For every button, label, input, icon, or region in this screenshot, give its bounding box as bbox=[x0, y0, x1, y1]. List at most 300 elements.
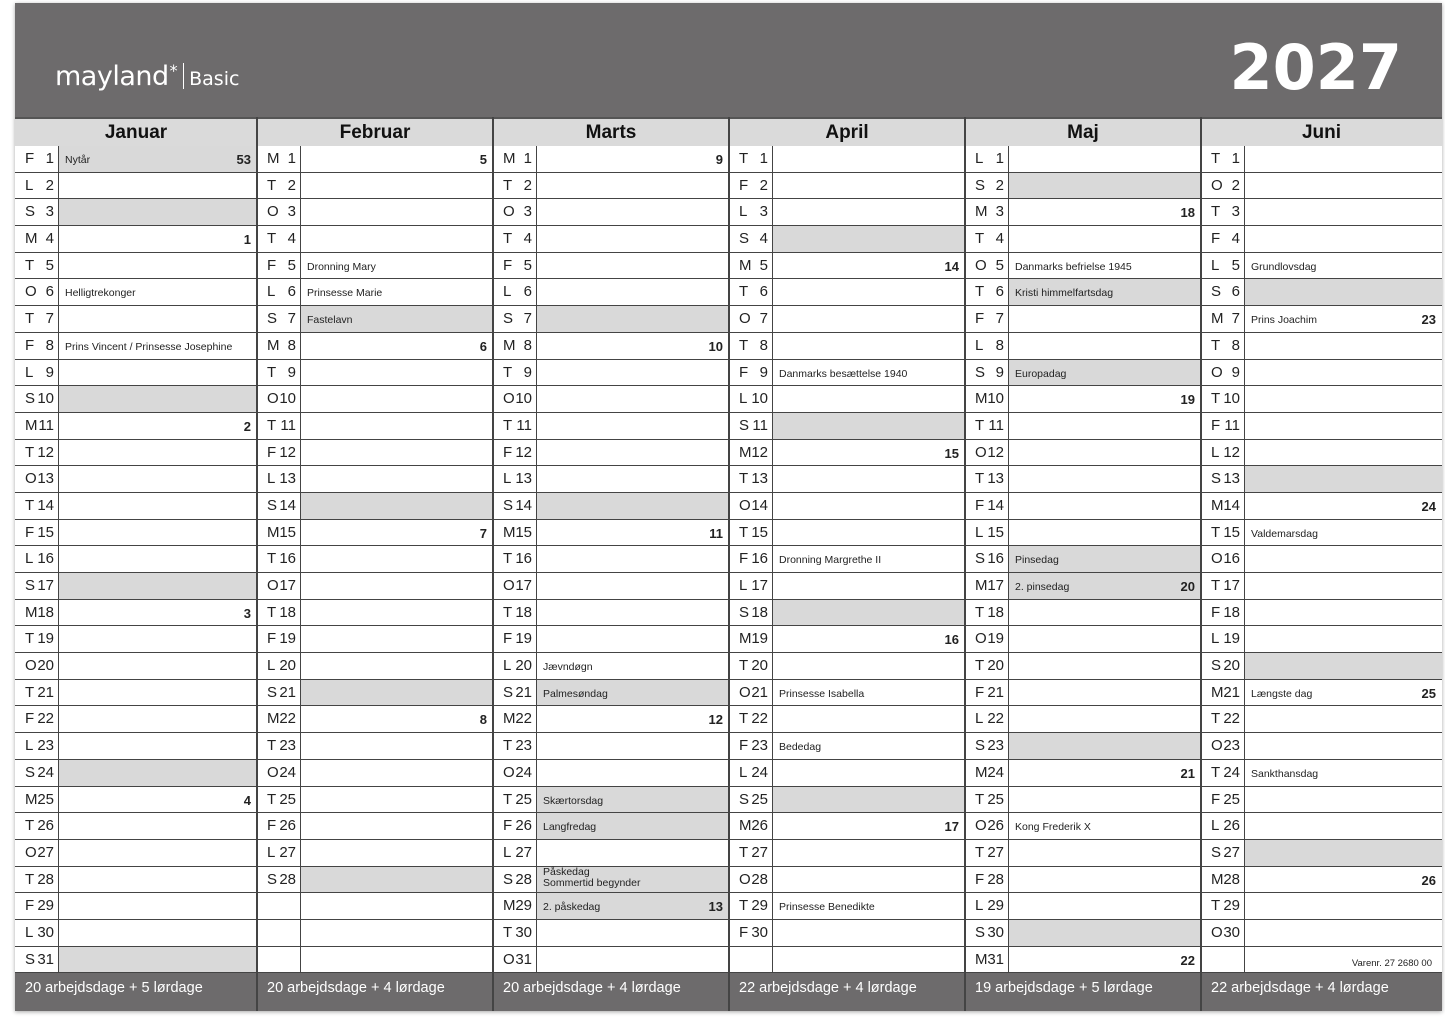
day-row bbox=[965, 440, 1201, 467]
day-row bbox=[1201, 600, 1442, 627]
day-number: 11 bbox=[752, 416, 768, 434]
weekday-letter: T bbox=[739, 897, 749, 915]
day-row bbox=[965, 226, 1201, 253]
weekday-letter: M bbox=[503, 336, 516, 354]
weekday-letter: T bbox=[739, 657, 749, 675]
weekday-letter: S bbox=[25, 203, 36, 221]
day-row bbox=[1201, 279, 1442, 306]
week-number: 8 bbox=[479, 712, 487, 728]
day-number: 18 bbox=[515, 603, 532, 621]
weekday-letter: M bbox=[267, 150, 280, 167]
day-cell bbox=[729, 893, 773, 919]
day-cell bbox=[15, 199, 59, 225]
day-row bbox=[493, 867, 729, 894]
day-row bbox=[1201, 226, 1442, 253]
day-cell bbox=[1201, 867, 1245, 893]
month-footer: 20 arbejdsdage + 4 lørdage bbox=[257, 973, 493, 1011]
weekday-letter: T bbox=[503, 416, 513, 434]
day-note: Dronning Mary bbox=[307, 260, 376, 273]
month-footer: 20 arbejdsdage + 4 lørdage bbox=[493, 973, 729, 1011]
day-number: 4 bbox=[759, 230, 768, 248]
day-row bbox=[729, 520, 965, 547]
day-number: 30 bbox=[515, 923, 532, 941]
day-list bbox=[965, 146, 1201, 973]
day-note: Europadag bbox=[1015, 367, 1067, 380]
day-number: 5 bbox=[1231, 256, 1240, 274]
day-cell bbox=[15, 146, 59, 172]
weekday-letter: L bbox=[975, 710, 984, 728]
note-cell bbox=[59, 920, 257, 946]
weekday-letter: L bbox=[25, 737, 34, 755]
note-cell bbox=[59, 386, 257, 412]
day-number: 17 bbox=[751, 577, 768, 594]
day-cell bbox=[15, 466, 59, 492]
day-row bbox=[15, 173, 257, 200]
weekday-letter: S bbox=[975, 923, 986, 941]
day-cell bbox=[15, 653, 59, 679]
week-number: 26 bbox=[1421, 872, 1436, 888]
month-divider bbox=[256, 117, 258, 1011]
weekday-letter: M bbox=[267, 710, 280, 728]
day-cell bbox=[965, 653, 1009, 679]
day-row bbox=[1201, 840, 1442, 867]
day-number: 17 bbox=[515, 577, 532, 594]
note-cell bbox=[1009, 733, 1201, 759]
weekday-letter: M bbox=[975, 950, 988, 968]
day-note: Jævndøgn bbox=[543, 661, 593, 674]
month-divider bbox=[964, 117, 966, 1011]
day-row bbox=[729, 626, 965, 653]
weekday-letter: M bbox=[739, 630, 752, 648]
note-cell bbox=[1245, 760, 1442, 786]
weekday-letter: T bbox=[503, 923, 513, 941]
weekday-letter: F bbox=[25, 336, 35, 354]
day-number: 9 bbox=[523, 363, 532, 381]
day-row bbox=[729, 653, 965, 680]
day-number: 22 bbox=[1223, 710, 1240, 728]
day-cell bbox=[1201, 199, 1245, 225]
day-number: 3 bbox=[995, 203, 1004, 221]
day-cell bbox=[729, 947, 773, 973]
weekday-letter: O bbox=[267, 203, 279, 221]
note-cell bbox=[1009, 386, 1201, 412]
day-number: 26 bbox=[515, 817, 532, 835]
weekday-letter: F bbox=[739, 923, 749, 941]
note-cell bbox=[1245, 867, 1442, 893]
day-cell bbox=[729, 546, 773, 572]
day-number: 28 bbox=[515, 870, 532, 888]
day-note: Fastelavn bbox=[307, 314, 353, 327]
day-cell bbox=[15, 733, 59, 759]
month-column bbox=[15, 117, 257, 1011]
day-cell bbox=[729, 466, 773, 492]
weekday-letter: F bbox=[975, 683, 985, 701]
note-cell bbox=[1245, 706, 1442, 732]
day-cell bbox=[965, 893, 1009, 919]
day-number: 27 bbox=[37, 843, 54, 861]
day-number: 11 bbox=[1224, 416, 1240, 434]
day-cell bbox=[493, 520, 537, 546]
note-cell bbox=[537, 787, 729, 813]
day-row bbox=[965, 466, 1201, 493]
note-cell bbox=[537, 546, 729, 572]
weekday-letter: S bbox=[739, 603, 750, 621]
day-row bbox=[729, 840, 965, 867]
day-cell bbox=[15, 413, 59, 439]
day-cell bbox=[257, 466, 301, 492]
weekday-letter: T bbox=[503, 550, 513, 568]
day-note: Danmarks befrielse 1945 bbox=[1015, 260, 1132, 273]
weekday-letter: M bbox=[975, 203, 988, 221]
weekday-letter: T bbox=[1211, 577, 1221, 594]
day-row bbox=[493, 520, 729, 547]
note-cell bbox=[1245, 466, 1442, 492]
note-cell bbox=[537, 520, 729, 546]
day-row bbox=[1201, 146, 1442, 173]
weekday-letter: S bbox=[267, 310, 278, 328]
day-cell bbox=[493, 466, 537, 492]
day-number: 9 bbox=[995, 363, 1004, 381]
day-number: 25 bbox=[1223, 790, 1240, 808]
note-cell bbox=[301, 706, 493, 732]
note-cell bbox=[1009, 253, 1201, 279]
day-number: 18 bbox=[279, 603, 296, 621]
day-cell bbox=[729, 813, 773, 839]
day-number: 3 bbox=[45, 203, 54, 221]
day-row bbox=[1201, 920, 1442, 947]
day-cell bbox=[257, 733, 301, 759]
day-list bbox=[257, 146, 493, 973]
day-row bbox=[1201, 733, 1442, 760]
day-number: 6 bbox=[287, 283, 296, 301]
day-cell bbox=[729, 733, 773, 759]
day-number: 20 bbox=[751, 657, 768, 675]
week-number: 21 bbox=[1180, 765, 1195, 781]
note-cell bbox=[59, 840, 257, 866]
day-number: 14 bbox=[515, 496, 532, 514]
weekday-letter: O bbox=[739, 683, 751, 701]
note-cell bbox=[301, 493, 493, 519]
logo-subtitle: Basic bbox=[189, 68, 240, 90]
note-cell bbox=[773, 146, 965, 172]
note-cell bbox=[59, 813, 257, 839]
weekday-letter: F bbox=[1211, 790, 1221, 808]
day-number: 18 bbox=[1223, 603, 1240, 621]
day-number: 7 bbox=[287, 310, 296, 328]
day-number: 20 bbox=[37, 657, 54, 675]
day-number: 13 bbox=[751, 470, 768, 488]
day-number: 10 bbox=[751, 390, 768, 408]
day-cell bbox=[257, 546, 301, 572]
note-cell bbox=[1245, 306, 1442, 332]
day-number: 29 bbox=[515, 897, 532, 915]
weekday-letter: T bbox=[975, 657, 985, 675]
day-number: 5 bbox=[287, 256, 296, 274]
note-cell bbox=[773, 413, 965, 439]
day-number: 14 bbox=[751, 496, 768, 514]
day-cell bbox=[493, 440, 537, 466]
day-row bbox=[15, 279, 257, 306]
day-row bbox=[965, 733, 1201, 760]
weekday-letter: O bbox=[267, 390, 279, 408]
note-cell bbox=[301, 226, 493, 252]
day-number: 19 bbox=[515, 630, 532, 648]
note-cell bbox=[301, 146, 493, 172]
day-number: 15 bbox=[987, 523, 1004, 541]
weekday-letter: O bbox=[267, 577, 279, 594]
weekday-letter: T bbox=[739, 710, 749, 728]
weekday-letter: M bbox=[975, 577, 988, 594]
note-cell bbox=[59, 760, 257, 786]
day-row bbox=[1201, 493, 1442, 520]
day-row bbox=[257, 360, 493, 387]
note-cell bbox=[1245, 893, 1442, 919]
day-number: 19 bbox=[751, 630, 768, 648]
day-number: 28 bbox=[37, 870, 54, 888]
day-cell bbox=[15, 573, 59, 599]
month-name: Februar bbox=[257, 117, 493, 146]
day-cell bbox=[257, 440, 301, 466]
weekday-letter: T bbox=[503, 176, 513, 194]
note-cell bbox=[1009, 146, 1201, 172]
note-cell bbox=[301, 440, 493, 466]
weekday-letter: F bbox=[267, 443, 277, 461]
day-number: 31 bbox=[515, 950, 532, 968]
day-cell bbox=[729, 840, 773, 866]
day-number: 8 bbox=[1231, 336, 1240, 354]
note-cell bbox=[773, 466, 965, 492]
note-cell bbox=[59, 493, 257, 519]
day-cell bbox=[493, 840, 537, 866]
day-row bbox=[15, 520, 257, 547]
weekday-letter: T bbox=[503, 230, 513, 248]
week-number: 23 bbox=[1421, 312, 1436, 328]
weekday-letter: S bbox=[975, 550, 986, 568]
day-row bbox=[965, 386, 1201, 413]
weekday-letter: L bbox=[975, 150, 984, 167]
note-cell bbox=[1009, 466, 1201, 492]
day-number: 12 bbox=[987, 443, 1004, 461]
note-cell bbox=[537, 173, 729, 199]
day-row bbox=[15, 146, 257, 173]
day-row bbox=[493, 226, 729, 253]
note-cell bbox=[1009, 840, 1201, 866]
week-number: 9 bbox=[715, 152, 723, 167]
day-number: 15 bbox=[751, 523, 768, 541]
day-row bbox=[965, 146, 1201, 173]
note-cell bbox=[1245, 680, 1442, 706]
day-cell bbox=[493, 173, 537, 199]
note-cell bbox=[537, 440, 729, 466]
note-cell bbox=[301, 386, 493, 412]
day-number: 22 bbox=[279, 710, 296, 728]
day-number: 2 bbox=[287, 176, 296, 194]
week-number: 13 bbox=[708, 899, 723, 915]
day-cell bbox=[493, 680, 537, 706]
day-number: 29 bbox=[987, 897, 1004, 915]
note-cell bbox=[537, 493, 729, 519]
note-cell bbox=[773, 653, 965, 679]
weekday-letter: O bbox=[1211, 923, 1223, 941]
day-cell bbox=[15, 253, 59, 279]
day-cell bbox=[493, 706, 537, 732]
day-cell bbox=[493, 893, 537, 919]
day-row bbox=[729, 680, 965, 707]
weekday-letter: S bbox=[25, 390, 36, 408]
weekday-letter: L bbox=[267, 843, 276, 861]
note-cell bbox=[1009, 226, 1201, 252]
day-cell bbox=[1201, 680, 1245, 706]
note-cell bbox=[773, 199, 965, 225]
day-number: 1 bbox=[995, 150, 1004, 167]
day-list bbox=[1201, 146, 1442, 973]
note-cell bbox=[773, 626, 965, 652]
day-number: 27 bbox=[279, 843, 296, 861]
day-row bbox=[965, 893, 1201, 920]
weekday-letter: O bbox=[25, 843, 37, 861]
note-cell bbox=[59, 306, 257, 332]
weekday-letter: F bbox=[25, 897, 35, 915]
day-number: 8 bbox=[523, 336, 532, 354]
day-number: 14 bbox=[987, 496, 1004, 514]
day-number: 30 bbox=[37, 923, 54, 941]
day-row bbox=[965, 546, 1201, 573]
weekday-letter: M bbox=[975, 763, 988, 781]
day-number: 25 bbox=[751, 790, 768, 808]
note-cell bbox=[1009, 947, 1201, 973]
month-name: Maj bbox=[965, 117, 1201, 146]
day-cell bbox=[729, 680, 773, 706]
day-row bbox=[965, 600, 1201, 627]
month-name: April bbox=[729, 117, 965, 146]
day-cell bbox=[257, 493, 301, 519]
note-cell bbox=[59, 893, 257, 919]
weekday-letter: F bbox=[739, 737, 749, 755]
note-cell bbox=[1245, 840, 1442, 866]
note-cell bbox=[59, 626, 257, 652]
weekday-letter: O bbox=[975, 443, 987, 461]
note-cell bbox=[537, 626, 729, 652]
month-column bbox=[493, 117, 729, 1011]
weekday-letter: L bbox=[975, 336, 984, 354]
day-cell bbox=[257, 600, 301, 626]
day-row bbox=[257, 146, 493, 173]
weekday-letter: O bbox=[975, 817, 987, 835]
weekday-letter: F bbox=[1211, 603, 1221, 621]
day-row bbox=[257, 466, 493, 493]
note-cell bbox=[59, 573, 257, 599]
day-cell bbox=[1201, 333, 1245, 359]
day-number: 21 bbox=[751, 683, 768, 701]
weekday-letter: M bbox=[503, 150, 516, 167]
day-number: 5 bbox=[995, 256, 1004, 274]
day-number: 24 bbox=[751, 763, 768, 781]
day-row bbox=[965, 306, 1201, 333]
day-row bbox=[257, 520, 493, 547]
day-note: Længste dag bbox=[1251, 687, 1313, 700]
note-cell bbox=[1245, 146, 1442, 172]
day-cell bbox=[1201, 413, 1245, 439]
day-cell bbox=[15, 546, 59, 572]
note-cell bbox=[1009, 333, 1201, 359]
day-row bbox=[729, 226, 965, 253]
note-cell bbox=[773, 893, 965, 919]
day-number: 1 bbox=[45, 150, 54, 167]
weekday-letter: T bbox=[267, 737, 277, 755]
day-number: 7 bbox=[523, 310, 532, 328]
weekday-letter: S bbox=[503, 683, 514, 701]
day-cell bbox=[257, 520, 301, 546]
note-cell bbox=[59, 947, 257, 973]
week-number: 1 bbox=[243, 232, 251, 248]
product-number: Varenr. 27 2680 00 bbox=[1351, 957, 1432, 969]
day-cell bbox=[729, 146, 773, 172]
weekday-letter: T bbox=[267, 603, 277, 621]
day-row bbox=[493, 466, 729, 493]
day-row bbox=[1201, 626, 1442, 653]
weekday-letter: L bbox=[739, 763, 748, 781]
logo-divider bbox=[183, 63, 184, 89]
day-cell bbox=[493, 493, 537, 519]
day-cell bbox=[729, 706, 773, 732]
weekday-letter: S bbox=[1211, 843, 1222, 861]
day-number: 26 bbox=[987, 817, 1004, 835]
weekday-letter: T bbox=[25, 310, 35, 328]
day-number: 30 bbox=[987, 923, 1004, 941]
weekday-letter: F bbox=[503, 443, 513, 461]
note-cell bbox=[59, 653, 257, 679]
week-number: 53 bbox=[236, 152, 251, 167]
day-row bbox=[729, 787, 965, 814]
day-cell bbox=[965, 706, 1009, 732]
weekday-letter: F bbox=[25, 710, 35, 728]
note-cell bbox=[1245, 920, 1442, 946]
day-row bbox=[15, 760, 257, 787]
weekday-letter: O bbox=[975, 256, 987, 274]
day-cell bbox=[15, 306, 59, 332]
note-cell bbox=[773, 226, 965, 252]
weekday-letter: T bbox=[1211, 203, 1221, 221]
day-number: 29 bbox=[1223, 897, 1240, 915]
weekday-letter: F bbox=[739, 176, 749, 194]
day-number: 19 bbox=[279, 630, 296, 648]
calendar-sheet bbox=[15, 3, 1442, 1011]
day-number: 21 bbox=[1223, 683, 1240, 701]
weekday-letter: O bbox=[25, 470, 37, 488]
day-note: Valdemarsdag bbox=[1251, 527, 1318, 540]
day-number: 12 bbox=[1223, 443, 1240, 461]
day-row bbox=[729, 199, 965, 226]
day-number: 20 bbox=[1223, 657, 1240, 675]
note-cell bbox=[537, 867, 729, 893]
weekday-letter: S bbox=[503, 496, 514, 514]
weekday-letter: L bbox=[25, 363, 34, 381]
day-number: 18 bbox=[987, 603, 1004, 621]
note-cell bbox=[301, 253, 493, 279]
day-row bbox=[493, 413, 729, 440]
weekday-letter: M bbox=[1211, 870, 1224, 888]
day-number: 15 bbox=[515, 523, 532, 541]
day-cell bbox=[15, 947, 59, 973]
day-number: 11 bbox=[280, 416, 296, 434]
day-row bbox=[15, 360, 257, 387]
day-cell bbox=[15, 386, 59, 412]
day-number: 1 bbox=[759, 150, 768, 167]
note-cell bbox=[537, 653, 729, 679]
weekday-letter: S bbox=[267, 496, 278, 514]
day-cell bbox=[257, 333, 301, 359]
day-number: 1 bbox=[1231, 150, 1240, 167]
